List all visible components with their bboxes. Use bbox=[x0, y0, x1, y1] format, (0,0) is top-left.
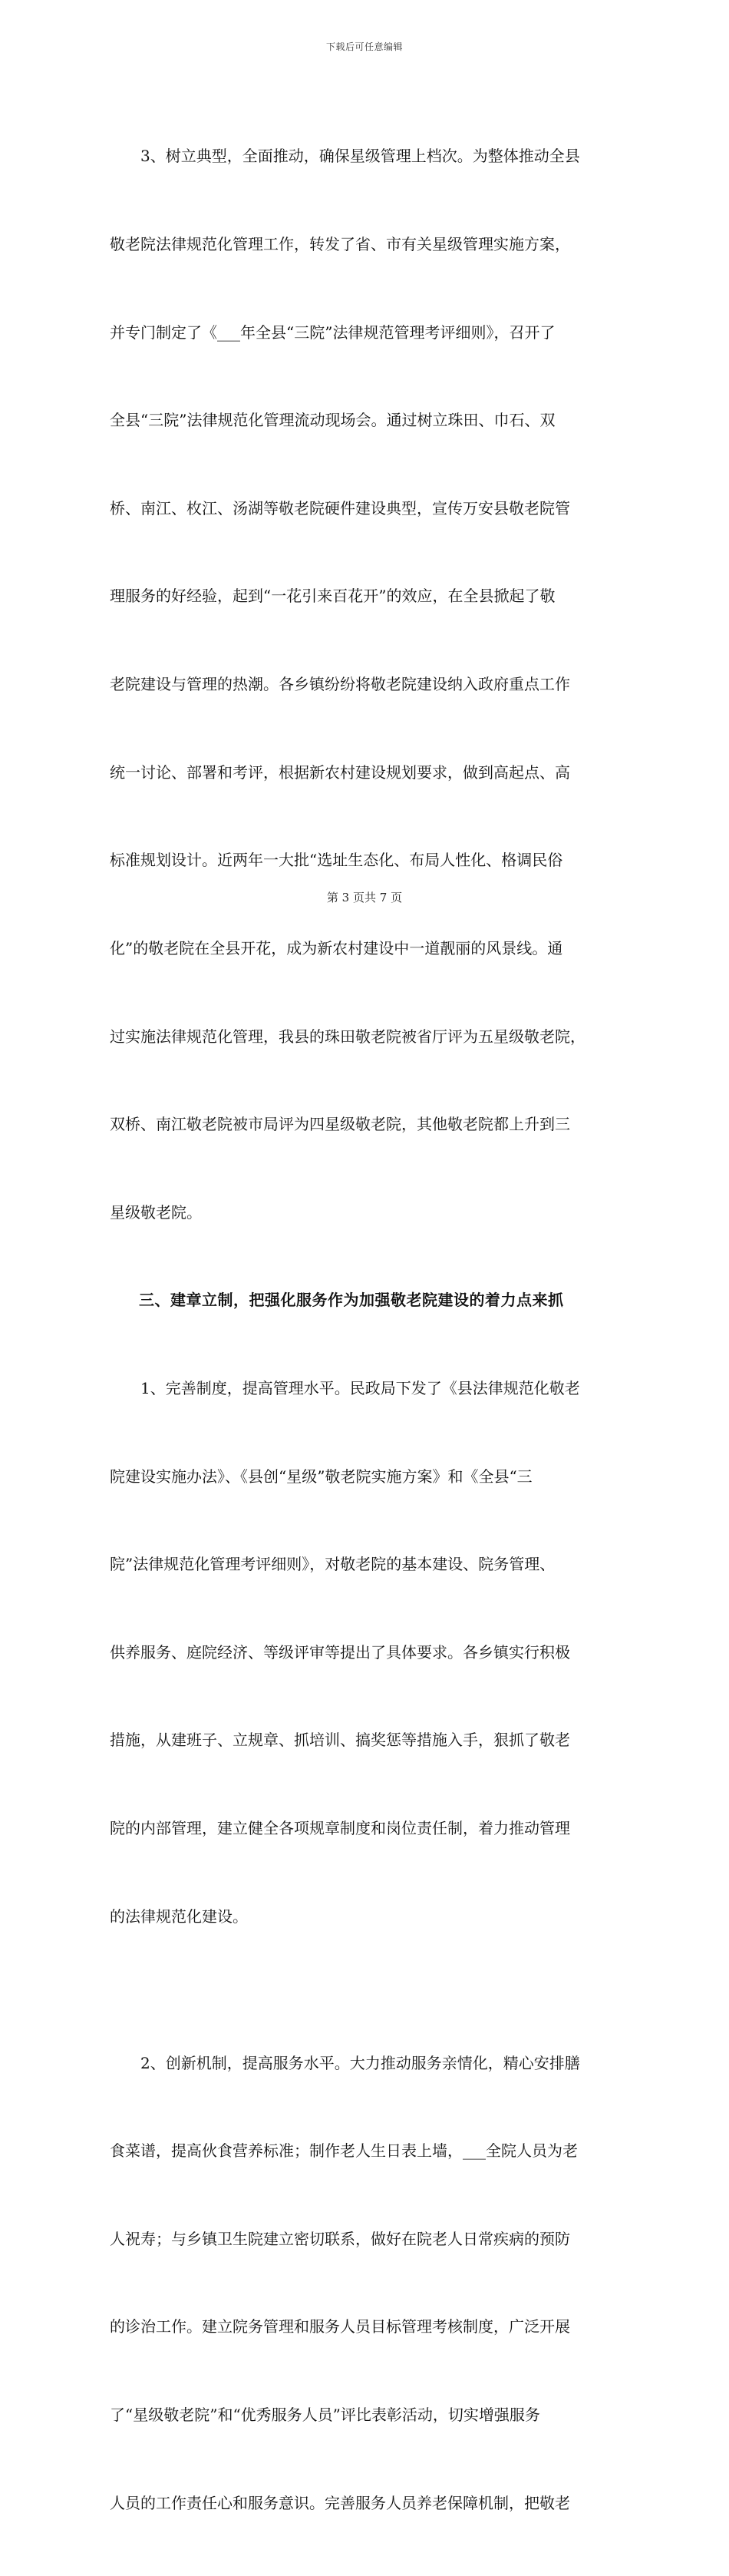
text-line: 供养服务、庭院经济、等级评审等提出了具体要求。各乡镇实行积极 bbox=[110, 1642, 570, 1662]
paragraph-improve-system bbox=[110, 1315, 618, 1990]
text-line: 全县“三院”法律规范化管理流动现场会。通过树立珠田、巾石、双 bbox=[110, 411, 556, 430]
text-line: 理服务的好经验，起到“一花引来百花开”的效应，在全县掀起了敬 bbox=[110, 587, 556, 606]
document-body bbox=[110, 83, 618, 2576]
text-line: 院”法律规范化管理考评细则》，对敬老院的基本建设、院务管理、 bbox=[110, 1555, 556, 1574]
text-line: 的法律规范化建设。 bbox=[110, 1906, 248, 1926]
text-line: 2、创新机制，提高服务水平。大力推动服务亲情化，精心安排膳 bbox=[140, 2053, 580, 2072]
text-line: 并专门制定了《___年全县“三院”法律规范管理考评细则》，召开了 bbox=[110, 322, 556, 342]
paragraph-typical-promotion bbox=[110, 83, 618, 1285]
text-line: 措施，从建班子、立规章、抓培训、搞奖惩等措施入手，狠抓了敬老 bbox=[110, 1731, 570, 1750]
text-line: 统一讨论、部署和考评，根据新农村建设规划要求，做到高起点、高 bbox=[110, 762, 570, 782]
paragraph-innovate-mechanism bbox=[110, 1989, 618, 2576]
text-line: 双桥、南江敬老院被市局评为四星级敬老院，其他敬老院都上升到三 bbox=[110, 1115, 570, 1134]
text-line: 过实施法律规范化管理，我县的珠田敬老院被省厅评为五星级敬老院， bbox=[110, 1027, 586, 1046]
text-line: 的诊治工作。建立院务管理和服务人员目标管理考核制度，广泛开展 bbox=[110, 2317, 570, 2336]
text-line: 1、完善制度，提高管理水平。民政局下发了《县法律规范化敬老 bbox=[140, 1378, 580, 1397]
page-number: 第 3 页共 7 页 bbox=[326, 891, 403, 904]
text-line: 老院建设与管理的热潮。各乡镇纷纷将敬老院建设纳入政府重点工作 bbox=[110, 675, 570, 694]
section-heading: 三、建章立制，把强化服务作为加强敬老院建设的着力点来抓 bbox=[139, 1291, 564, 1310]
text-line: 院建设实施办法》、《县创“星级”敬老院实施方案》和《全县“三 bbox=[110, 1467, 533, 1486]
text-line: 院的内部管理，建立健全各项规章制度和岗位责任制，着力推动管理 bbox=[110, 1818, 570, 1837]
text-line: 敬老院法律规范化管理工作，转发了省、市有关星级管理实施方案， bbox=[110, 235, 570, 254]
text-line: 桥、南江、枚江、汤湖等敬老院硬件建设典型，宣传万安县敬老院管 bbox=[110, 498, 570, 518]
text-line: 食菜谱，提高伙食营养标准；制作老人生日表上墙，___全院人员为老 bbox=[110, 2141, 578, 2161]
text-line: 人祝寿；与乡镇卫生院建立密切联系，做好在院老人日常疾病的预防 bbox=[110, 2229, 570, 2248]
text-line: 化”的敬老院在全县开花，成为新农村建设中一道靓丽的风景线。通 bbox=[110, 938, 563, 957]
text-line: 了“星级敬老院”和“优秀服务人员”评比表彰活动，切实增强服务 bbox=[110, 2406, 540, 2425]
text-line: 星级敬老院。 bbox=[110, 1202, 202, 1222]
page-header: 下载后可任意编辑 bbox=[325, 41, 403, 52]
text-line: 人员的工作责任心和服务意识。完善服务人员养老保障机制，把敬老 bbox=[110, 2493, 570, 2512]
text-line: 标准规划设计。近两年一大批“选址生态化、布局人性化、格调民俗 bbox=[110, 851, 563, 870]
text-line: 3、树立典型，全面推动，确保星级管理上档次。为整体推动全县 bbox=[140, 147, 580, 166]
